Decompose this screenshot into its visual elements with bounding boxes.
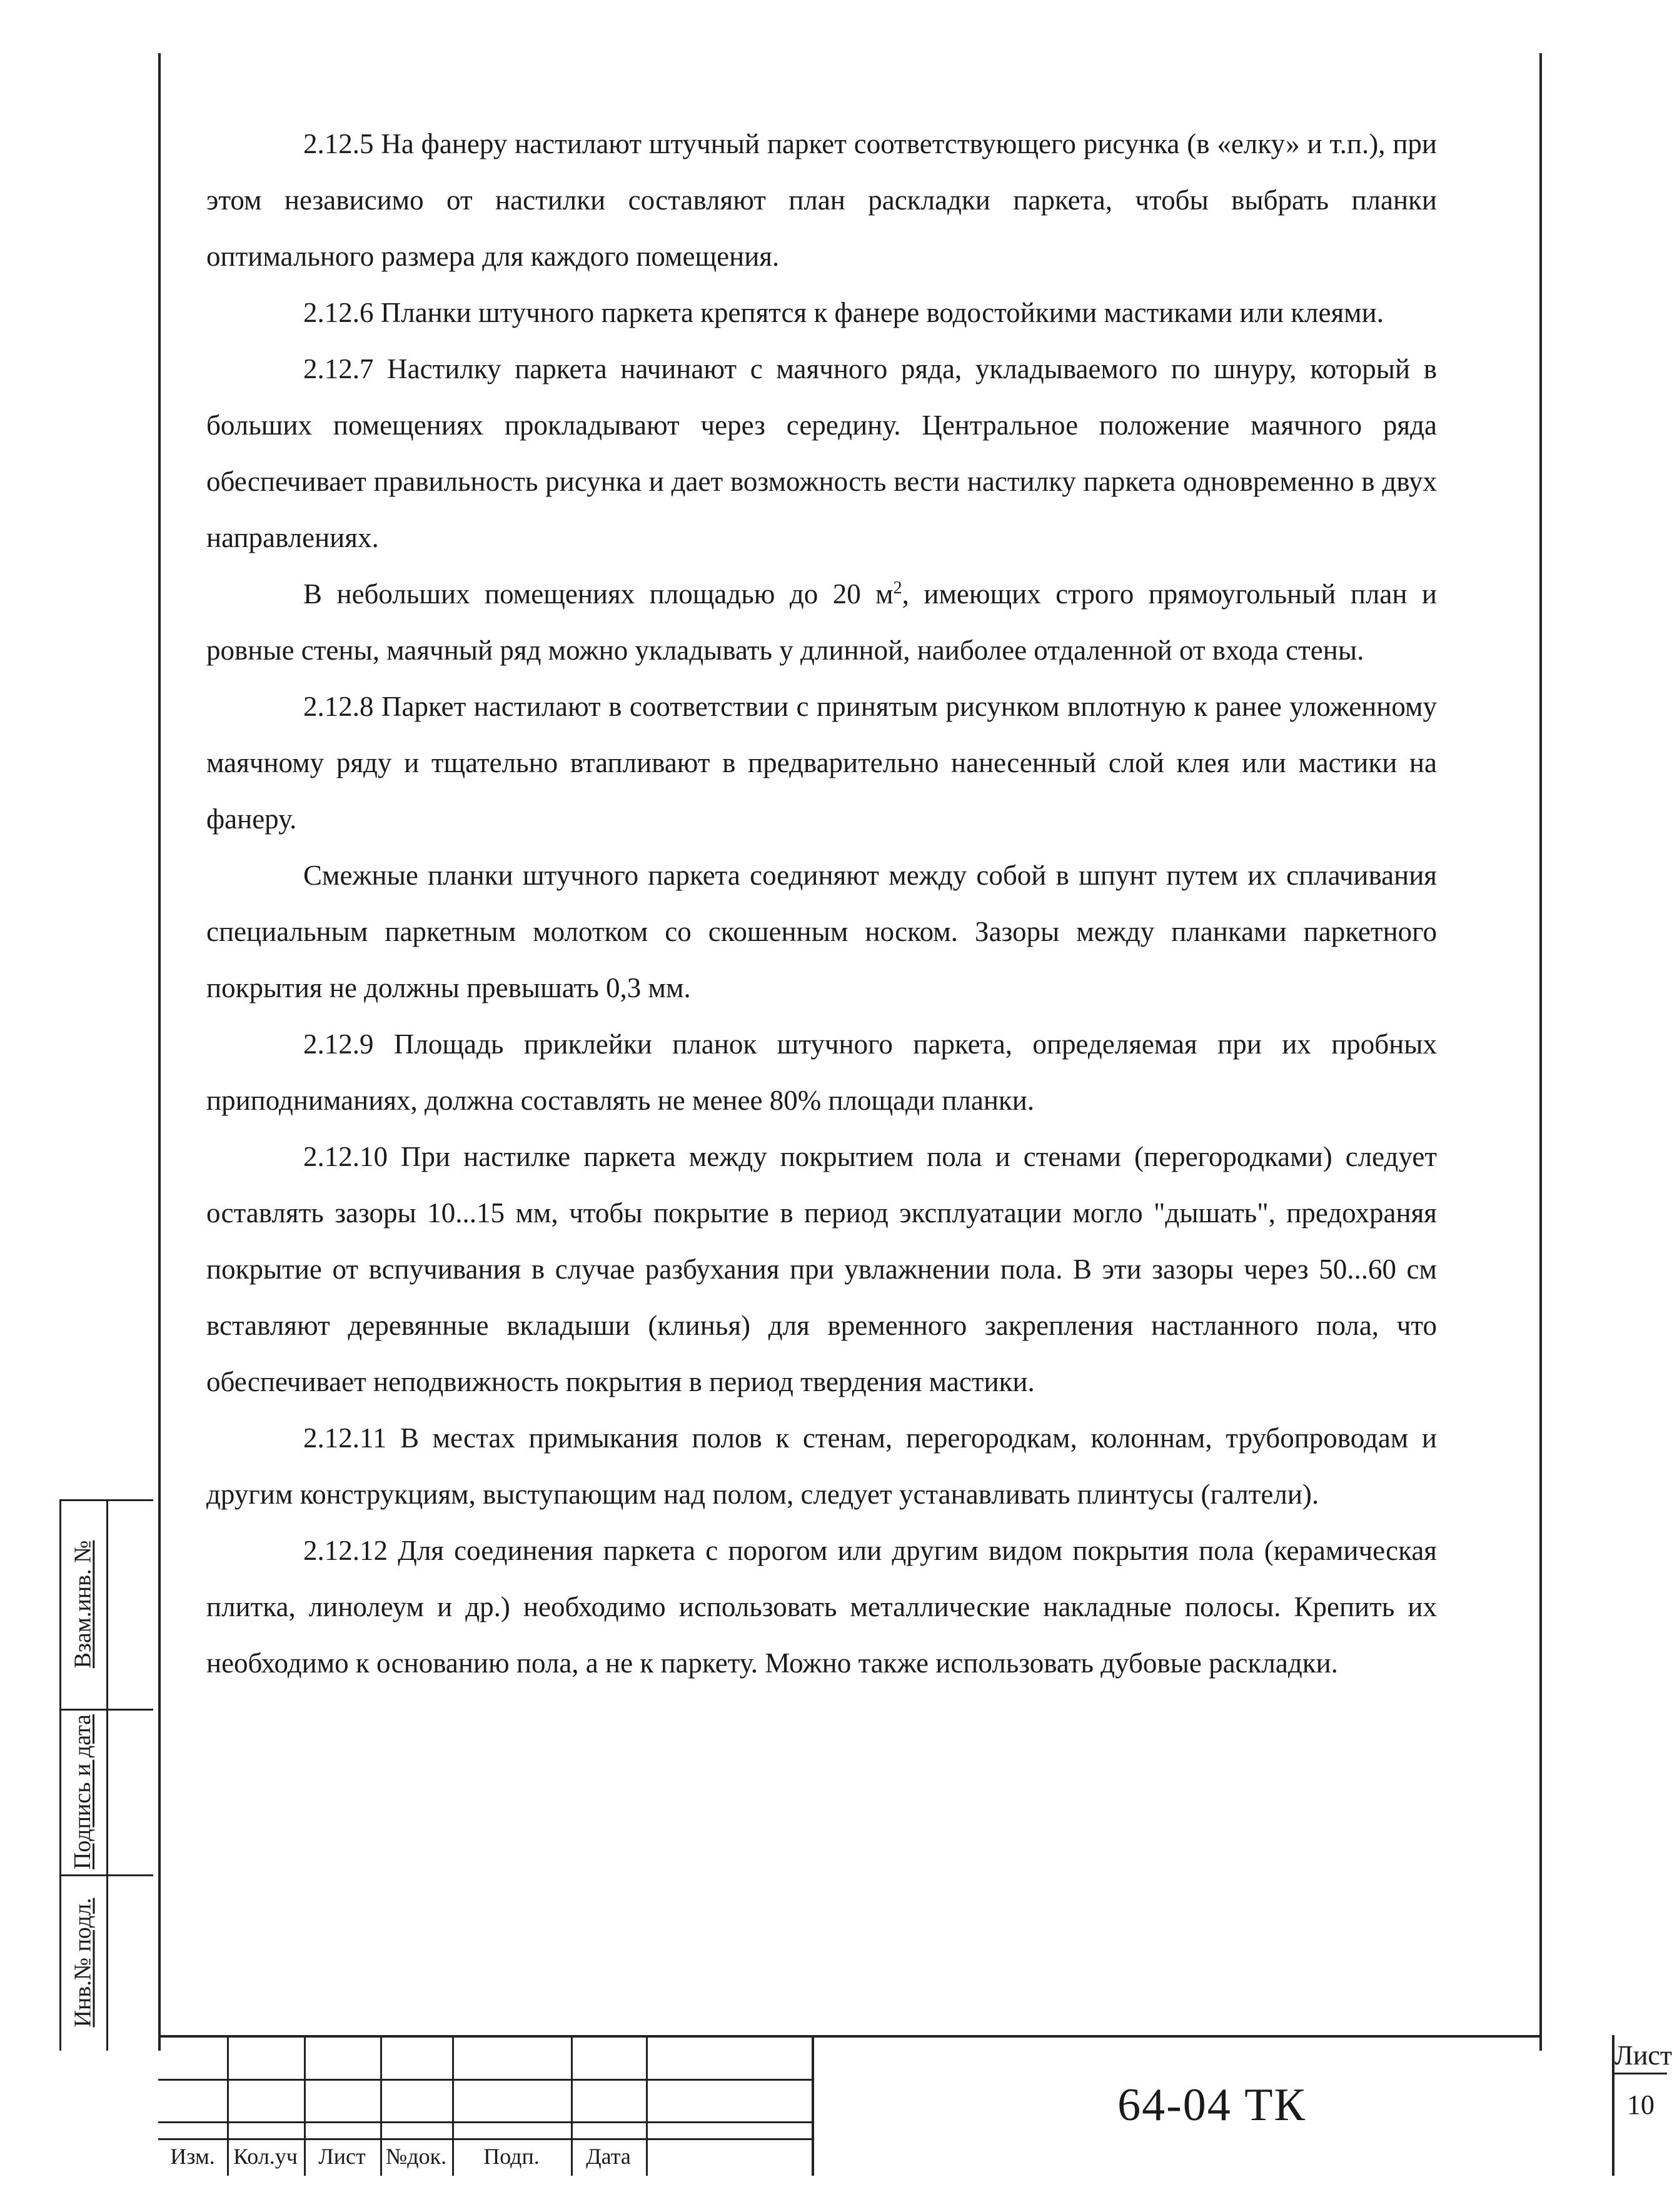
sheet-number: 10 [1627, 2089, 1654, 2120]
paragraph-small-rooms [206, 566, 1437, 678]
paragraph-2-12-7: 2.12.7 Настилку паркета начинают с маячного ряда, укладываемого по шнуру, который в больших помещениях прокладывают через середину. Центральное положение маячного ряда обеспечивает правильность рисунка и дает возможность вести настилку паркета одновременно в двух направлениях. [206, 353, 1437, 553]
title-block [158, 2035, 1672, 2176]
title-block-row-line [158, 2079, 812, 2081]
label-inv-podl: Инв.№ подл. [69, 1898, 96, 2028]
paragraph-2-12-5: 2.12.5 На фанеру настилают штучный паркет соответствующего рисунка (в «елку» и т.п.), при этом независимо от настилки составляют план раскладки паркета, чтобы выбрать планки оптимального размера для каждого помещения. [206, 128, 1437, 272]
paragraph-small-rooms-part1: В небольших помещениях площадью до 20 м [303, 578, 894, 610]
paragraph-small-rooms-part2: , имеющих строго прямоугольный план и ровные стены, маячный ряд можно укладывать у длинной, наиболее отдаленной от входа стены. [206, 578, 1437, 666]
paragraph-adjacent-planks: Смежные планки штучного паркета соединяют между собой в шпунт путем их сплачивания специальным паркетным молотком со скошенным носком. Зазоры между планками паркетного покрытия не должны превышать 0,3 мм. [206, 860, 1437, 1003]
paragraph-2-12-8: 2.12.8 Паркет настилают в соответствии с принятым рисунком вплотную к ранее уложенному маячному ряду и тщательно втапливают в предварительно нанесенный слой клея или мастики на фанеру. [206, 691, 1437, 835]
col-label-n-dok: №док. [385, 2144, 447, 2169]
frame-right-border [1539, 53, 1542, 2051]
col-label-list: Лист [318, 2144, 366, 2169]
superscript-2: 2 [893, 578, 902, 598]
col-label-data: Дата [586, 2144, 631, 2169]
paragraph-2-12-12: 2.12.12 Для соединения паркета с порогом или другим видом покрытия пола (керамическая плитка, линолеум и др.) необходимо использовать металлические накладные полосы. Крепить их необходимо к основанию пола, а не к паркету. Можно также использовать дубовые раскладки. [206, 1535, 1437, 1679]
title-block-row-line [158, 2138, 812, 2140]
paragraph-2-12-11: 2.12.11 В местах примыкания полов к стенам, перегородкам, колоннам, трубопроводам и другим конструкциям, выступающим над полом, следует устанавливать плинтусы (галтели). [206, 1422, 1437, 1510]
side-stamp-line [106, 1499, 108, 2051]
label-vzam-inv: Взам.инв. № [69, 1540, 96, 1668]
frame-left-border [158, 53, 161, 2051]
label-podpis-data: Подпись и дата [69, 1714, 96, 1869]
sheet-label: Лист [1614, 2040, 1672, 2071]
paragraph-2-12-10: 2.12.10 При настилке паркета между покрытием пола и стенами (перегородками) следует оставлять зазоры 10...15 мм, чтобы покрытие в период эксплуатации могло "дышать", предохраняя покрытие от вспучивания в случае разбухания при увлажнении пола. В эти зазоры через 50...60 см вставляют деревянные вкладыши (клинья) для временного закрепления настланного пола, что обеспечивает неподвижность покрытия в период твердения мастики. [206, 1141, 1437, 1397]
sheet-cell-divider [1612, 2073, 1667, 2074]
title-block-row-line [158, 2121, 812, 2123]
document-code: 64-04 ТК [1117, 2079, 1306, 2131]
document-body [206, 116, 1437, 1691]
paragraph-2-12-9: 2.12.9 Площадь приклейки планок штучного паркета, определяемая при их пробных приподниманиях, должна составлять не менее 80% площади планки. [206, 1028, 1437, 1116]
col-label-kol-uch: Кол.уч [233, 2144, 298, 2169]
title-block-col-line [646, 2035, 648, 2176]
side-stamp [59, 1499, 153, 2051]
side-cell-inv [59, 1874, 106, 2051]
paragraph-2-12-6: 2.12.6 Планки штучного паркета крепятся к фанере водостойкими мастиками или клеями. [303, 297, 1384, 328]
col-label-izm: Изм. [170, 2144, 215, 2169]
side-cell-vzam [59, 1499, 106, 1709]
side-cell-podpis [59, 1709, 106, 1874]
col-label-podp: Подп. [483, 2144, 540, 2169]
